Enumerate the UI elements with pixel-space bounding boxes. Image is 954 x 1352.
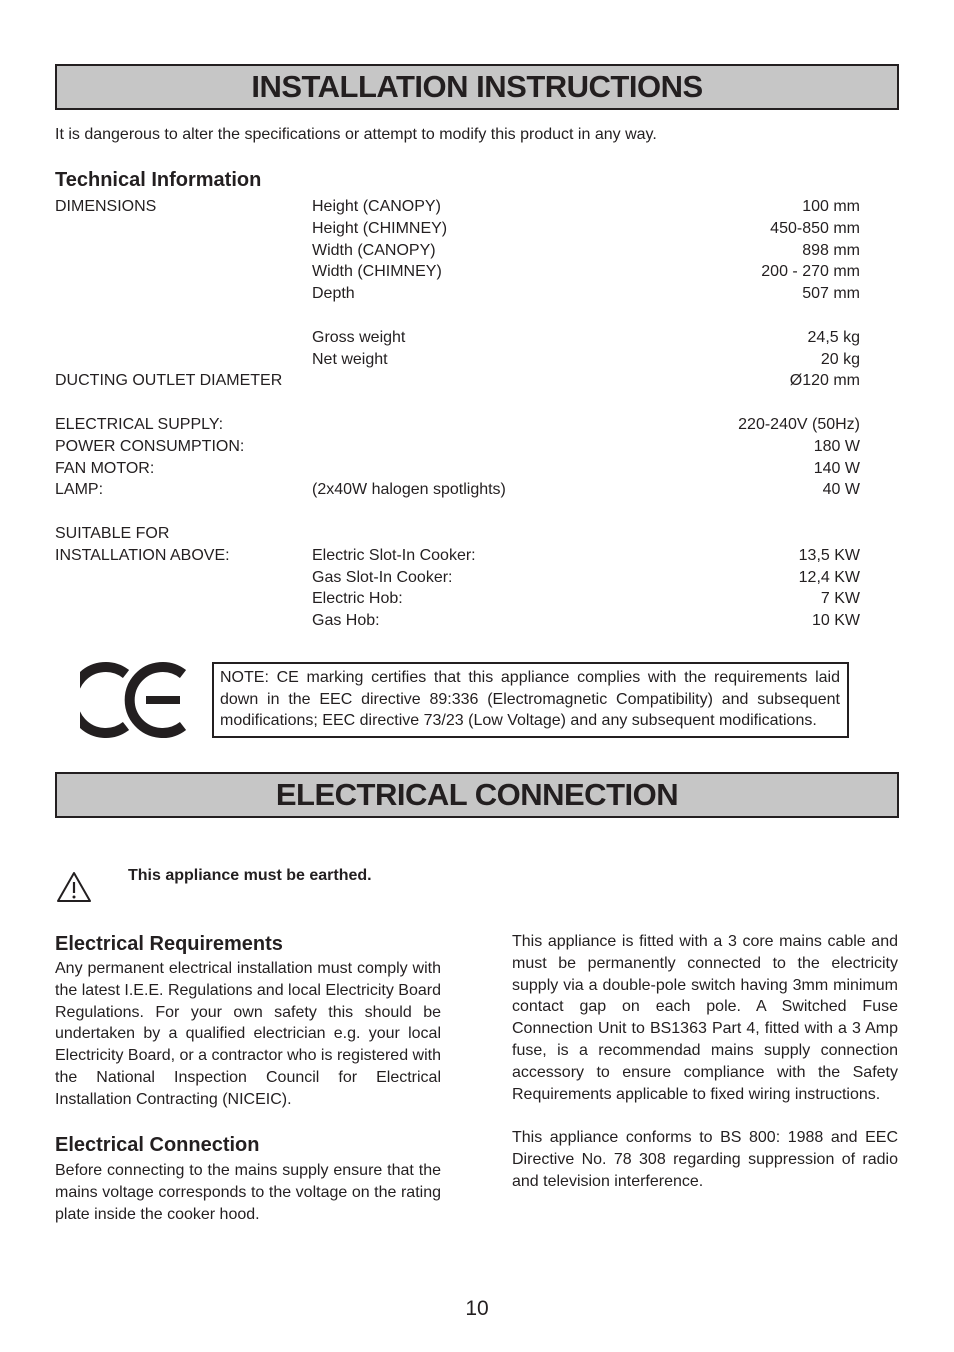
spec-item: Height (CHIMNEY) (312, 220, 448, 237)
section-banner-electrical: ELECTRICAL CONNECTION (55, 772, 899, 818)
spec-item: Gross weight (312, 329, 406, 346)
electrical-requirements-body: Any permanent electrical installation must comply with the latest I.E.E. Regulations and local Electricity Board Regulations. For your own safety this should be undertaken by a qualified electrician e.g. your local Electricity Board, or a contractor who is registered with the National Inspection Council for Electrical Installation Contracting (NICEIC). (55, 960, 441, 1108)
wiring-paragraph (512, 931, 898, 1105)
spec-value: 180 W (813, 438, 860, 455)
spec-label: ELECTRICAL SUPPLY: (55, 416, 224, 433)
spec-value: Ø120 mm (789, 372, 860, 389)
spec-label: DIMENSIONS (55, 198, 157, 215)
electrical-connection-heading: Electrical Connection (55, 1134, 260, 1156)
spec-label: DUCTING OUTLET DIAMETER (55, 372, 283, 389)
spec-item: Gas Slot-In Cooker: (312, 569, 453, 586)
spec-item: Electric Hob: (312, 590, 403, 607)
intro-warning-text: It is dangerous to alter the specifications or attempt to modify this product in any way. (55, 126, 657, 143)
spec-value: 100 mm (802, 198, 860, 215)
spec-row (55, 610, 860, 632)
conformity-paragraph (512, 1127, 898, 1192)
spec-item: Width (CANOPY) (312, 242, 436, 259)
electrical-requirements-text (55, 958, 441, 1111)
spec-row (55, 479, 860, 501)
spec-row (55, 196, 860, 218)
wiring-paragraph-body: This appliance is fitted with a 3 core mains cable and must be permanently connected to the electricity supply via a double-pole switch having 3mm minimum contact gap on each pole. A Switched Fuse Connection Unit to BS1363 Part 4, fitted with a 3 Amp fuse, is a recommendad mains supply connection accessory to ensure compliance with the Safety Requirements applicable to fixed wiring instructions. (512, 933, 898, 1103)
spec-value: 13,5 KW (798, 547, 860, 564)
spec-label: SUITABLE FOR (55, 525, 170, 542)
spec-row (55, 588, 860, 610)
spec-value: 12,4 KW (798, 569, 860, 586)
spec-item: Electric Slot-In Cooker: (312, 547, 476, 564)
spec-label: INSTALLATION ABOVE: (55, 547, 230, 564)
earthed-warning: This appliance must be earthed. (128, 867, 372, 884)
spec-row (55, 283, 860, 305)
spec-value: 450-850 mm (770, 220, 860, 237)
spec-value: 7 KW (820, 590, 860, 607)
spec-value: 140 W (813, 460, 860, 477)
spec-row (55, 240, 860, 262)
spec-item: Width (CHIMNEY) (312, 263, 442, 280)
ce-note-box: NOTE: CE marking certifies that this appliance complies with the requirements laid down in the EEC directive 89:336 (Electromagnetic Compatibility) and subsequent modifications; EEC directive 73/23 (Low Voltage) and any subsequent modifications. (212, 662, 849, 738)
spec-row (55, 218, 860, 240)
spec-row (55, 370, 860, 392)
spec-row (55, 436, 860, 458)
spec-row (55, 523, 860, 545)
spec-item: Depth (312, 285, 355, 302)
spec-value: 200 - 270 mm (761, 263, 860, 280)
warning-triangle-icon (56, 870, 92, 904)
spec-row (55, 349, 860, 371)
spec-row (55, 567, 860, 589)
spec-value: 220-240V (50Hz) (738, 416, 860, 433)
spec-value: 20 kg (820, 351, 860, 368)
spec-row (55, 327, 860, 349)
ce-mark-icon (80, 660, 188, 740)
spec-item: (2x40W halogen spotlights) (312, 481, 506, 498)
spec-item: Gas Hob: (312, 612, 380, 629)
spec-label: LAMP: (55, 481, 104, 498)
spec-value: 898 mm (802, 242, 860, 259)
electrical-connection-body: Before connecting to the mains supply ensure that the mains voltage corresponds to the voltage on the rating plate inside the cooker hood. (55, 1162, 441, 1223)
electrical-requirements-heading: Electrical Requirements (55, 933, 283, 955)
page-number: 10 (465, 1297, 489, 1320)
conformity-paragraph-body: This appliance conforms to BS 800: 1988 and EEC Directive No. 78 308 regarding suppression of radio and television interference. (512, 1129, 898, 1190)
spec-label: FAN MOTOR: (55, 460, 155, 477)
spec-row (55, 545, 860, 567)
spec-row (55, 414, 860, 436)
spec-value: 40 W (822, 481, 860, 498)
electrical-connection-text (55, 1160, 441, 1225)
technical-information-heading: Technical Information (55, 169, 262, 191)
spec-value: 10 KW (811, 612, 860, 629)
section-banner-installation: INSTALLATION INSTRUCTIONS (55, 64, 899, 110)
spec-row (55, 261, 860, 283)
spec-row (55, 458, 860, 480)
spec-label: POWER CONSUMPTION: (55, 438, 245, 455)
spec-item: Net weight (312, 351, 388, 368)
spec-value: 24,5 kg (807, 329, 860, 346)
spec-value: 507 mm (802, 285, 860, 302)
spec-item: Height (CANOPY) (312, 198, 441, 215)
